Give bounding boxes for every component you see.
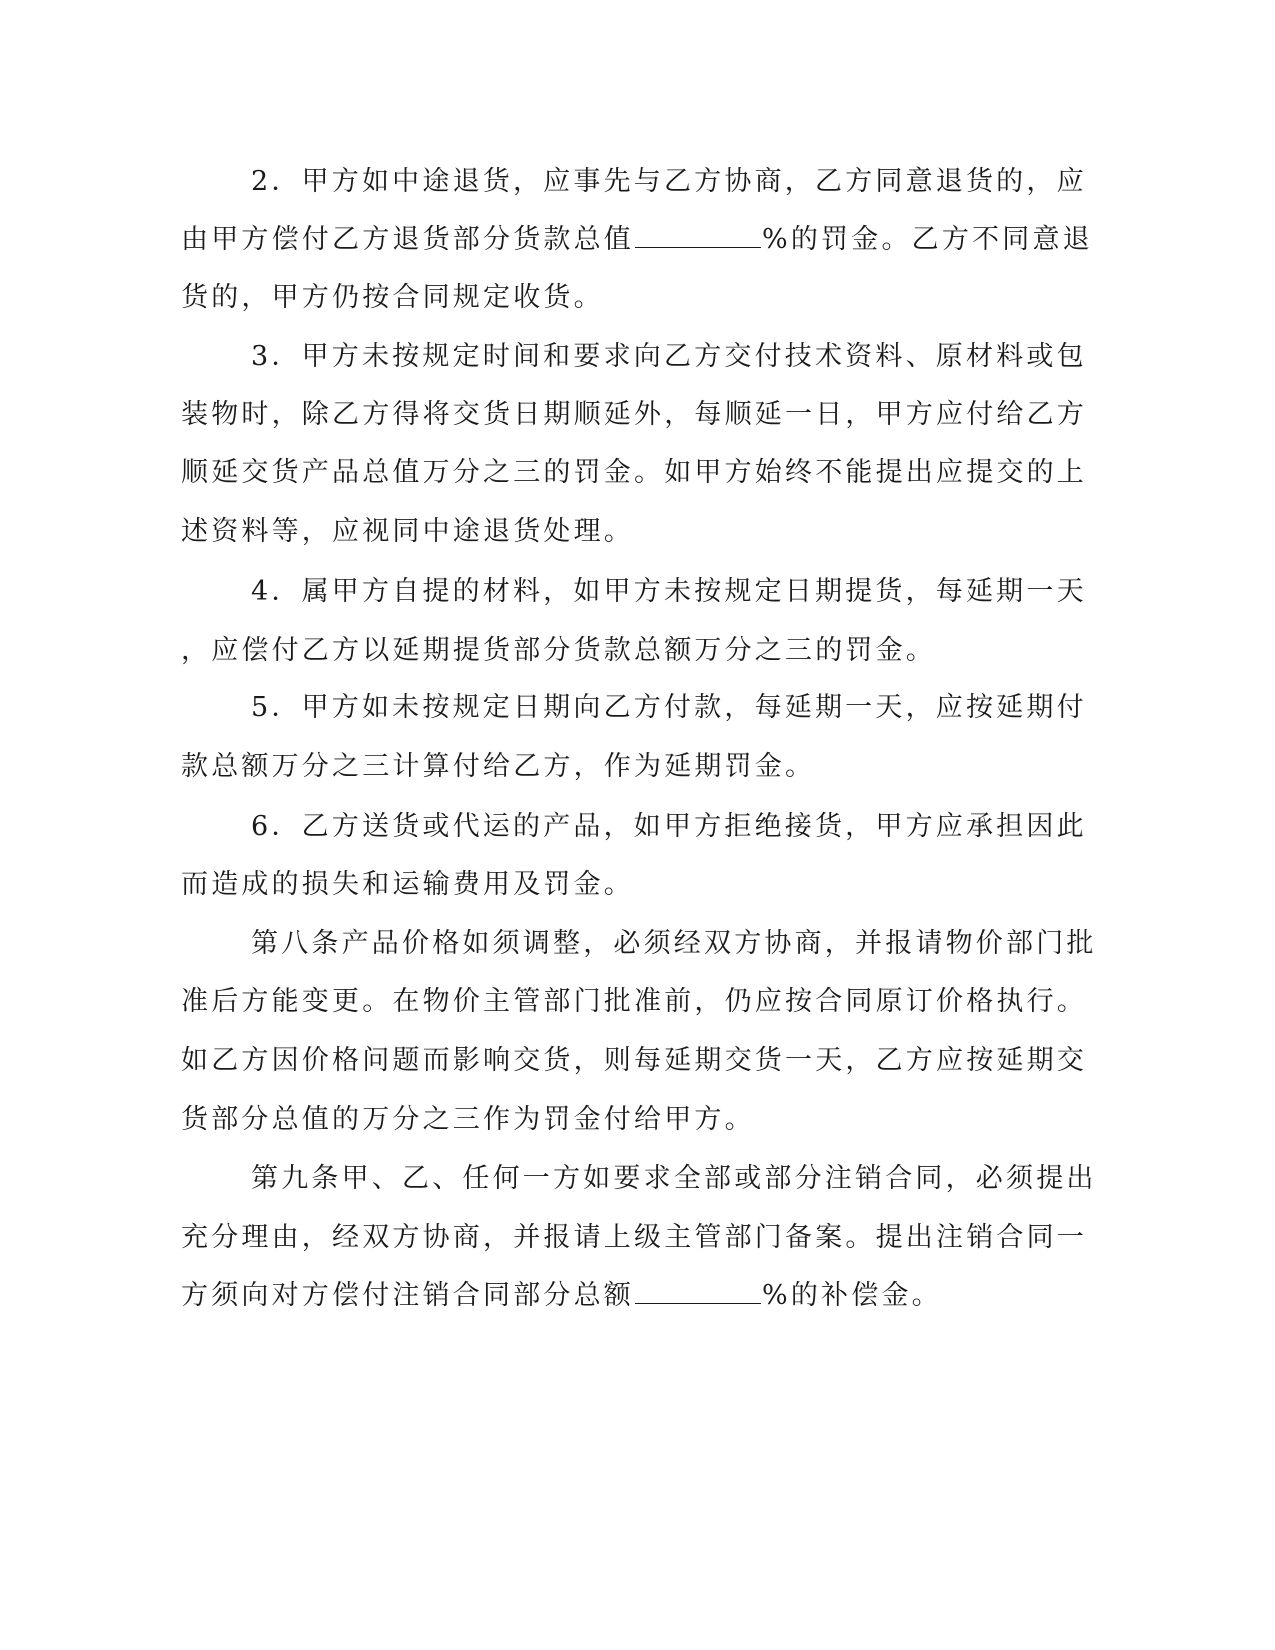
article-8-line-4: 货部分总值的万分之三作为罚金付给甲方。 xyxy=(181,1104,755,1135)
clause-3-line-2: 装物时，除乙方得将交货日期顺延外，每顺延一日，甲方应付给乙方 xyxy=(181,399,1087,430)
clause-6-line-2: 而造成的损失和运输费用及罚金。 xyxy=(181,869,634,900)
article-9-line-3 xyxy=(181,1280,1041,1312)
article-9-text-a: 方须向对方偿付注销合同部分总额 xyxy=(181,1280,634,1311)
article-9-line-2: 充分理由，经双方协商，并报请上级主管部门备案。提出注销合同一 xyxy=(181,1222,1087,1253)
article-8-line-2: 准后方能变更。在物价主管部门批准前，仍应按合同原订价格执行。 xyxy=(181,986,1087,1017)
clause-3-line-4: 述资料等，应视同中途退货处理。 xyxy=(181,516,634,547)
penalty-rate-blank xyxy=(635,225,761,248)
clause-5-line-1: 5．甲方如未按规定日期向乙方付款，每延期一天，应按延期付 xyxy=(251,692,1087,723)
clause-6-line-1: 6．乙方送货或代运的产品，如甲方拒绝接货，甲方应承担因此 xyxy=(251,811,1087,842)
clause-2-line-3: 货的，甲方仍按合同规定收货。 xyxy=(181,282,604,313)
clause-2-text-b: %的罚金。乙方不同意退 xyxy=(762,224,1093,255)
compensation-rate-blank xyxy=(635,1281,761,1304)
clause-2-text-a: 由甲方偿付乙方退货部分货款总值 xyxy=(181,224,634,255)
article-8-line-1: 第八条产品价格如须调整，必须经双方协商，并报请物价部门批 xyxy=(251,928,1097,959)
clause-3-line-1: 3．甲方未按规定时间和要求向乙方交付技术资料、原材料或包 xyxy=(251,341,1087,372)
clause-2-line-2 xyxy=(181,224,1093,256)
article-9-line-1: 第九条甲、乙、任何一方如要求全部或部分注销合同，必须提出 xyxy=(251,1163,1097,1194)
clause-2-line-1: 2．甲方如中途退货，应事先与乙方协商，乙方同意退货的，应 xyxy=(251,166,1087,197)
article-8-line-3: 如乙方因价格问题而影响交货，则每延期交货一天，乙方应按延期交 xyxy=(181,1045,1087,1076)
clause-5-line-2: 款总额万分之三计算付给乙方，作为延期罚金。 xyxy=(181,751,816,782)
clause-3-line-3: 顺延交货产品总值万分之三的罚金。如甲方始终不能提出应提交的上 xyxy=(181,457,1087,488)
clause-4-line-2: ，应偿付乙方以延期提货部分货款总额万分之三的罚金。 xyxy=(181,635,936,666)
clause-4-line-1: 4．属甲方自提的材料，如甲方未按规定日期提货，每延期一天 xyxy=(251,576,1087,607)
article-9-text-b: %的补偿金。 xyxy=(762,1280,942,1311)
